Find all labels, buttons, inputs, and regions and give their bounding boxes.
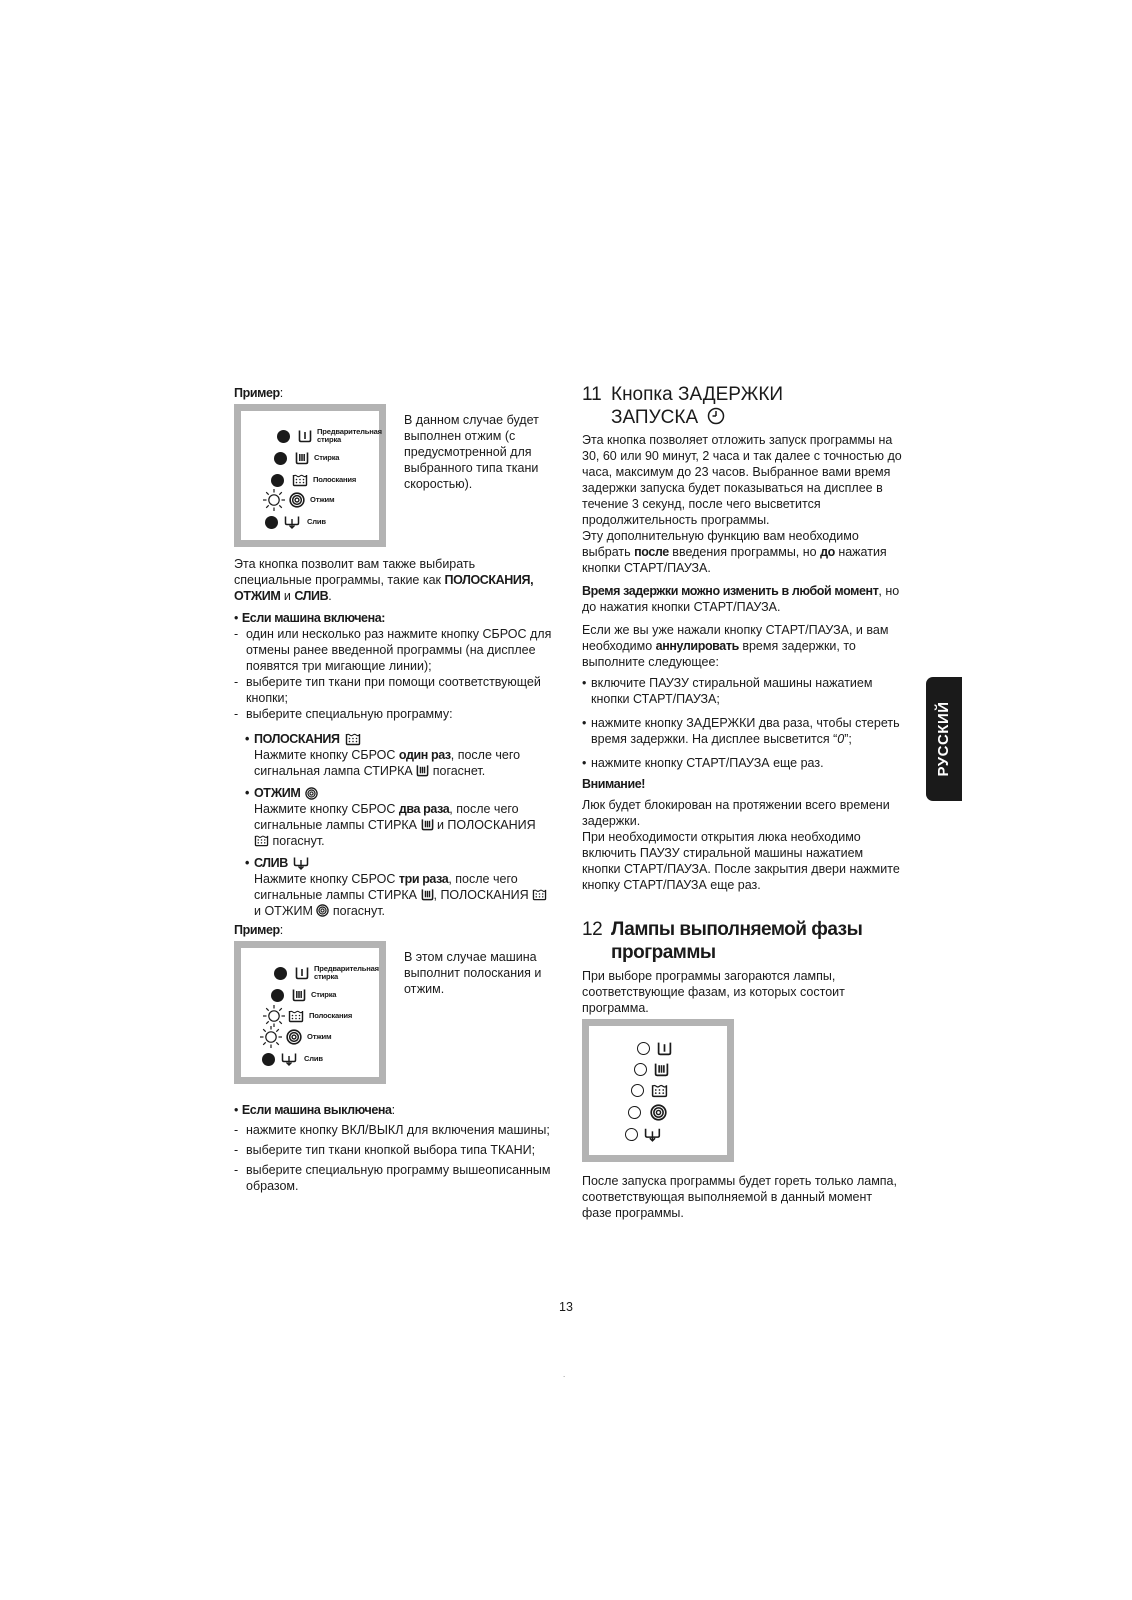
- panel1-row-prewash: [277, 427, 382, 444]
- section-12-title-line2: программы: [611, 942, 716, 963]
- panel2-row-prewash: [274, 964, 379, 981]
- panel2: [241, 948, 379, 1077]
- text-run: и: [280, 589, 295, 603]
- spin-program-body: [254, 801, 554, 849]
- spin-icon: [305, 787, 318, 800]
- section-11-paragraph-1: Эта кнопка позволяет отложить запуск программы на 30, 60 или 90 минут, 2 часа и так далее с точностью до часа, максимум до 23 часов. Выбранное вами время задержки запуска будет показываться на дисплее в течение 3 секунд, после чего высветится продолжительность программы.: [582, 433, 902, 527]
- text-run: , ПОЛОСКАНИЯ: [433, 888, 533, 902]
- section-12-paragraph-2: После запуска программы будет гореть только лампа, соответствующая выполняемой в данный момент фазе программы.: [582, 1174, 897, 1220]
- text-run: нажмите кнопку СТАРТ/ПАУЗА еще раз.: [591, 756, 824, 770]
- list-item: - выберите тип ткани при помощи соответствующей кнопки;: [234, 674, 554, 706]
- section-12-title-line1: Лампы выполняемой фазы: [611, 919, 863, 940]
- text-run: нажатия кнопки СТАРТ/ПАУЗА.: [582, 545, 887, 575]
- list-item: - выберите специальную программу:: [234, 706, 554, 722]
- rinse-icon: [651, 1083, 668, 1098]
- panel2-frame: [234, 941, 386, 1084]
- text-run: погаснут.: [269, 834, 325, 848]
- text-run: Нажмите кнопку СБРОС: [254, 748, 399, 762]
- lamp-indicator: [625, 1128, 638, 1141]
- section-12-title: [582, 918, 902, 964]
- panel2-label-rinse: Полоскания: [309, 1011, 353, 1020]
- panel2-label-prewash: Предварительная стирка: [314, 964, 379, 981]
- italic-text: 0: [837, 732, 845, 746]
- text-run: включите ПАУЗУ стиральной машины нажатием кнопки СТАРТ/ПАУЗА;: [591, 676, 873, 706]
- panel1-row-spin: [268, 492, 334, 508]
- list-item: - нажмите кнопку ВКЛ/ВЫКЛ для включения машины;: [234, 1122, 554, 1138]
- panel1-label-rinse: Полоскания: [313, 475, 357, 484]
- text-run: , но до нажатия кнопки СТАРТ/ПАУЗА.: [582, 584, 900, 614]
- panel2-row-wash: [271, 987, 336, 1003]
- spin-icon: [286, 1029, 302, 1045]
- example2-label: Пример: [234, 923, 280, 937]
- example1-heading: Пример:: [234, 386, 284, 400]
- panel2-label-drain: Слив: [304, 1054, 323, 1063]
- lamp-off-indicator: [274, 967, 287, 980]
- text-run: и ПОЛОСКАНИЯ: [433, 818, 536, 832]
- page-number: 13: [559, 1300, 573, 1314]
- list-item: [582, 715, 902, 747]
- if-off-title: Если машина выключена: [241, 1103, 392, 1117]
- text-run: , после чего сигнальные лампы СТИРКА: [254, 872, 518, 902]
- example1-note: В данном случае будет выполнен отжим (с предусмотренной для выбранного типа ткани скоростью).: [404, 413, 539, 491]
- panel1-label-spin: Отжим: [310, 495, 335, 504]
- section-12-number: 12: [582, 919, 603, 940]
- panel1-label-drain: Слив: [307, 517, 326, 526]
- rinse-program-body: [254, 747, 554, 779]
- panel2-row-spin: [265, 1029, 331, 1045]
- if-off-steps: [234, 1122, 554, 1194]
- text-run: нажмите кнопку ЗАДЕРЖКИ два раза, чтобы стереть время задержки. На дисплее высветится “: [591, 716, 900, 746]
- prewash-icon: [298, 429, 312, 443]
- section-11-paragraph-2: [582, 528, 902, 576]
- bold-text: два раза: [398, 802, 450, 816]
- text-run: .: [328, 589, 332, 603]
- phase-row-drain: [625, 1126, 663, 1142]
- drain-program-title: СЛИВ: [253, 856, 288, 870]
- phase-row-rinse: [631, 1082, 668, 1098]
- bold-text: Время задержки можно изменить в любой момент: [582, 584, 879, 598]
- example1-label: Пример: [234, 386, 280, 400]
- panel2-row-rinse: [268, 1008, 352, 1024]
- clock-icon: [707, 407, 725, 425]
- text-run: введения программы, но: [668, 545, 821, 559]
- lamp-indicator: [628, 1106, 641, 1119]
- text-run: погаснут.: [329, 904, 386, 918]
- panel1-row-wash: [274, 450, 339, 466]
- text-run: время задержки, то выполните следующее:: [582, 639, 856, 669]
- list-item: [582, 755, 902, 771]
- lamp-indicator: [631, 1084, 644, 1097]
- panel1-row-rinse: [271, 472, 356, 488]
- lamp-on-icon: [259, 1025, 283, 1049]
- prewash-icon: [657, 1041, 672, 1056]
- panel1-label-wash: Стирка: [314, 453, 340, 462]
- language-tab-label: РУССКИЙ: [935, 701, 952, 777]
- text-run: Эту дополнительную функцию вам необходимо выбрать: [582, 529, 859, 559]
- wash-icon: [292, 988, 306, 1002]
- wash-icon: [416, 764, 429, 777]
- wash-icon: [421, 818, 434, 831]
- wash-icon: [654, 1062, 669, 1077]
- lamp-off-indicator: [262, 1053, 275, 1066]
- lamp-off-indicator: [271, 474, 284, 487]
- text-run: ”;: [844, 732, 852, 746]
- section-11-number: 11: [582, 384, 602, 405]
- drain-icon: [644, 1127, 663, 1142]
- rinse-icon: [254, 834, 269, 847]
- section-12-paragraph-1: При выборе программы загораются лампы, соответствующие фазам, из которых состоит программа.: [582, 969, 845, 1015]
- attention-paragraph-2: При необходимости открытия люка необходимо включить ПАУЗУ стиральной машины нажатием кнопки СТАРТ/ПАУЗА. После закрытия двери нажмите кнопку СТАРТ/ПАУЗА еще раз.: [582, 830, 900, 892]
- example1: [234, 404, 554, 547]
- panel1-label-prewash: Предварительная стирка: [317, 427, 382, 444]
- phase-lamps-panel: [589, 1026, 727, 1155]
- lamp-off-indicator: [265, 516, 278, 529]
- footer-mark: .: [563, 1370, 566, 1379]
- drain-icon: [284, 515, 302, 529]
- text-run: , после чего сигнальная лампа СТИРКА: [254, 748, 521, 778]
- spin-program-title: ОТЖИМ: [253, 786, 301, 800]
- phase-row-wash: [634, 1061, 669, 1077]
- spin-icon: [289, 492, 305, 508]
- phase-lamps-panel-frame: [582, 1019, 734, 1162]
- text-run: Нажмите кнопку СБРОС: [254, 872, 399, 886]
- attention-paragraph-1: Люк будет блокирован на протяжении всего времени задержки.: [582, 798, 890, 828]
- section-11-paragraph-3: [582, 583, 902, 615]
- list-item: - один или несколько раз нажмите кнопку СБРОС для отмены ранее введенной программы (на дисплее появятся три мигающие линии);: [234, 626, 554, 674]
- bold-text: до: [820, 545, 835, 559]
- rinse-icon: [288, 1009, 304, 1023]
- intro-paragraph: [234, 556, 554, 604]
- section-11-paragraph-4: [582, 622, 902, 670]
- rinse-program-heading: • ПОЛОСКАНИЯ: [245, 731, 554, 747]
- drain-program-body: [254, 871, 554, 919]
- example2-heading: Пример:: [234, 923, 284, 937]
- example2: [234, 941, 554, 1084]
- wash-icon: [421, 888, 434, 901]
- spin-program-heading: • ОТЖИМ: [245, 785, 554, 801]
- rinse-icon: [345, 732, 361, 746]
- if-off-heading: • Если машина выключена:: [234, 1103, 396, 1117]
- lamp-off-indicator: [277, 430, 290, 443]
- list-item: [582, 675, 902, 707]
- bold-text: СЛИВ: [294, 589, 329, 603]
- panel2-label-spin: Отжим: [307, 1032, 332, 1041]
- text-run: и ОТЖИМ: [254, 904, 317, 918]
- left-column: [234, 385, 554, 1194]
- spin-icon: [650, 1104, 667, 1121]
- right-column: [582, 383, 902, 1221]
- drain-program-heading: • СЛИВ: [245, 855, 554, 871]
- drain-icon: [281, 1052, 299, 1066]
- rinse-icon: [292, 473, 308, 487]
- section-11-title-line2: ЗАПУСКА: [611, 407, 699, 428]
- bold-text: один раз: [398, 748, 451, 762]
- phase-lamps-panel-outer: [582, 1019, 734, 1162]
- lamp-indicator: [637, 1042, 650, 1055]
- phase-row-spin: [628, 1104, 667, 1120]
- panel1-row-drain: [265, 514, 326, 530]
- bold-text: три раза: [398, 872, 449, 886]
- section-11-title: [582, 383, 902, 429]
- prewash-icon: [295, 966, 309, 980]
- drain-icon: [293, 856, 311, 870]
- if-on-heading: • Если машина включена:: [234, 611, 386, 625]
- list-item: - выберите тип ткани кнопкой выбора типа ТКАНИ;: [234, 1142, 554, 1158]
- bold-text: после: [634, 545, 669, 559]
- wash-icon: [295, 451, 309, 465]
- section-11-title-line1: Кнопка ЗАДЕРЖКИ: [611, 384, 784, 405]
- lamp-off-indicator: [274, 452, 287, 465]
- text-run: Эта кнопка позволит вам также выбирать специальные программы, такие как: [234, 557, 476, 587]
- panel1-frame: [234, 404, 386, 547]
- example2-note: В этом случае машина выполнит полоскания и отжим.: [404, 950, 542, 996]
- text-run: Если же вы уже нажали кнопку СТАРТ/ПАУЗА, и вам необходимо: [582, 623, 889, 653]
- text-run: погаснет.: [429, 764, 486, 778]
- if-on-steps: [234, 626, 554, 722]
- phase-row-prewash: [637, 1040, 672, 1056]
- rinse-program-title: ПОЛОСКАНИЯ: [253, 732, 340, 746]
- rinse-program: [245, 731, 554, 919]
- lamp-on-icon: [262, 488, 286, 512]
- if-on-title: Если машина включена:: [241, 611, 386, 625]
- spin-icon: [316, 904, 329, 917]
- lamp-indicator: [634, 1063, 647, 1076]
- bold-text: ПОЛОСКАНИЯ, ОТЖИМ: [234, 573, 534, 603]
- rinse-icon: [532, 888, 547, 901]
- panel2-row-drain: [262, 1051, 323, 1067]
- panel1: [241, 411, 382, 540]
- attention-title: Внимание!: [582, 777, 646, 791]
- text-run: Нажмите кнопку СБРОС: [254, 802, 399, 816]
- language-tab: [926, 677, 962, 801]
- lamp-off-indicator: [271, 989, 284, 1002]
- bold-text: аннулировать: [655, 639, 739, 653]
- panel2-label-wash: Стирка: [311, 990, 337, 999]
- list-item: - выберите специальную программу вышеописанным образом.: [234, 1162, 554, 1194]
- text-run: , после чего сигнальные лампы СТИРКА: [254, 802, 519, 832]
